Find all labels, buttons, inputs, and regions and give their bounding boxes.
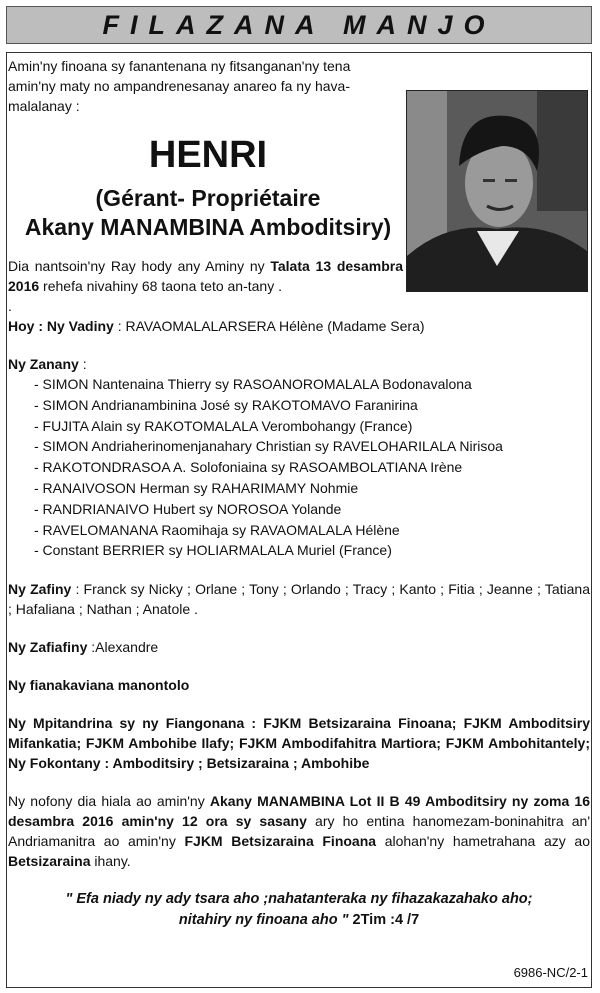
death-announcement [8, 256, 403, 296]
list-item: - SIMON Nantenaina Thierry sy RASOANOROMALALA Bodonavalona [34, 376, 472, 392]
quote-line-1: " Efa niady ny ady tsara aho ;nahatanteraka ny fihazakazahako aho; [65, 891, 533, 908]
list-item: - RAKOTONDRASOA A. Solofoniaina sy RASOAMBOLATIANA Irène [34, 459, 463, 476]
quote-reference: 2Tim :4 /7 [348, 912, 420, 929]
children-sep: : [78, 356, 87, 372]
children-list [8, 374, 590, 561]
bible-quote [8, 889, 590, 931]
list-item: - SIMON Andriaherinomenjanahary Christian sy RAVELOHARILALA Nirisoa [34, 438, 503, 455]
role-line-1: (Gérant- Propriétaire [95, 185, 321, 211]
quote-line-2: nitahiry ny finoana aho " [178, 912, 349, 929]
family-line: Ny fianakaviana manontolo [8, 677, 190, 694]
funeral-text-3: alohan'ny hametrahana azy ao [376, 833, 591, 850]
children-label: Ny Zanany [8, 356, 79, 372]
list-item: - RANDRIANAIVO Hubert sy NOROSOA Yolande [34, 500, 342, 517]
list-item: - Constant BERRIER sy HOLIARMALALA Muriel (France) [34, 542, 392, 559]
great-grandchildren-value: :Alexandre [87, 639, 159, 656]
death-date: Talata 13 desambra 2016 [8, 258, 403, 294]
ad-reference: 6986-NC/2-1 [513, 965, 588, 980]
funeral-text-2: ary ho entina hanomezam-boninahitra an' Andriamanitra ao amin'ny [8, 813, 591, 850]
list-item: - RANAIVOSON Herman sy RAHARIMAMY Nohmie [34, 479, 359, 496]
grandchildren-line [8, 579, 590, 619]
funeral-text-4: ihany. [90, 853, 131, 870]
grandchildren-value: : Franck sy Nicky ; Orlane ; Tony ; Orlando ; Tracy ; Kanto ; Fitia ; Jeanne ; Tatiana ; Hafaliana ; Nathan ; Anatole . [8, 581, 590, 618]
funeral-text-1: Ny nofony dia hiala ao amin'ny [8, 793, 210, 810]
death-prefix: Dia nantsoin'ny Ray hody any Aminy ny [8, 258, 271, 274]
deceased-name: HENRI [148, 134, 268, 176]
list-item: - SIMON Andrianambinina José sy RAKOTOMAVO Faranirina [34, 396, 418, 413]
list-item: - FUJITA Alain sy RAKOTOMALALA Verombohangy (France) [34, 417, 413, 434]
funeral-place-time: Akany MANAMBINA Lot II B 49 Amboditsiry ny zoma 16 desambra 2016 amin'ny 12 ora sy sasany [8, 793, 590, 830]
intro-text: Amin'ny finoana sy fanantenana ny fitsanganan'ny tena amin'ny maty no ampandrenesanay anareo fa ny hava-malalanay : [8, 58, 351, 114]
deceased-role [8, 184, 408, 242]
grandchildren-label: Ny Zafiny [8, 581, 72, 598]
funeral-church: FJKM Betsizaraina Finoana [184, 833, 377, 850]
list-item: - RAVELOMANANA Raomihaja sy RAVAOMALALA Hélène [34, 521, 400, 538]
clergy-line: Ny Mpitandrina sy ny Fiangonana : FJKM Betsizaraina Finoana; FJKM Amboditsiry Mifankatia; FJKM Ambohibe Ilafy; FJKM Ambodifahitra Martiora; FJKM Ambohitantely; Ny Fokontany : Amboditsiry ; Betsizaraina ; Ambohibe [8, 715, 590, 772]
great-grandchildren-line [8, 637, 590, 657]
great-grandchildren-label: Ny Zafiafiny [8, 639, 88, 656]
portrait-image [407, 91, 587, 291]
portrait-photo [406, 90, 588, 292]
role-line-2: Akany MANAMBINA Amboditsiry) [24, 214, 392, 240]
separator-dot: . [8, 298, 12, 314]
spouse-value: : RAVAOMALALARSERA Hélène (Madame Sera) [113, 318, 425, 334]
spouse-label: Hoy : Ny Vadiny [8, 318, 114, 334]
children-heading [8, 354, 590, 374]
page-header [6, 6, 592, 44]
notice-body [8, 56, 590, 931]
page-title: FILAZANA MANJO [102, 9, 496, 40]
spouse-line [8, 316, 590, 336]
burial-place: Betsizaraina [8, 853, 91, 870]
death-suffix: rehefa nivahiny 68 taona teto an-tany . [39, 278, 282, 294]
funeral-details [8, 791, 590, 871]
